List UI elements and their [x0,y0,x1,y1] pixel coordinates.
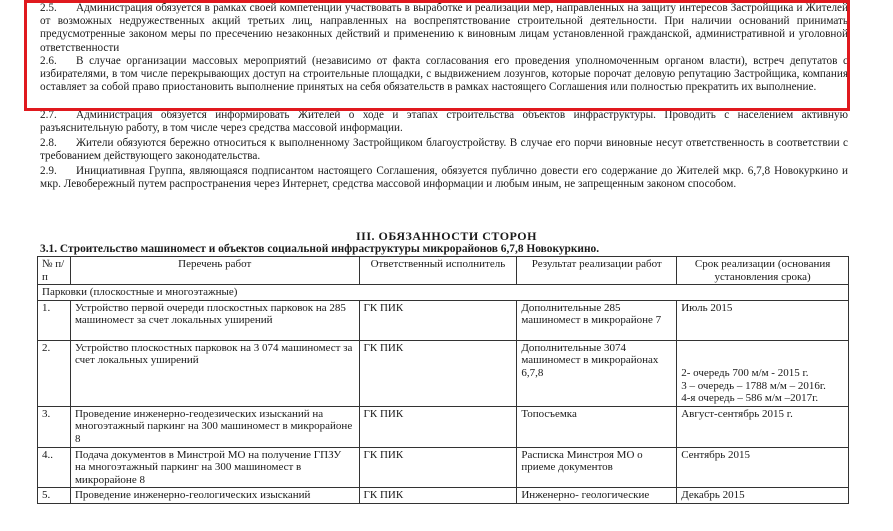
row-work: Устройство первой очереди плоскостных парковок на 285 машиномест за счет локальных уширений [70,300,359,340]
header-executor: Ответственный исполнитель [359,257,517,285]
table-row [38,406,849,447]
row-executor: ГК ПИК [359,340,517,406]
clause-number: 2.5. [40,2,57,14]
clause-text: Администрация обязуется информировать Жителей о ходе и этапах строительства объектов инфраструктуры. Проводить с населением активную разъяснительную работу, в том числе через средства массовой информации. [40,109,848,135]
row-result: Топосъемка [517,406,677,447]
table-row [38,488,849,504]
row-executor: ГК ПИК [359,406,517,447]
subsection-title: 3.1. Строительство машиномест и объектов социальной инфраструктуры микрорайонов 6,7,8 Новокуркино. [40,243,600,255]
row-num: 2. [38,340,71,406]
row-work: Проведение инженерно-геологических изысканий [70,488,359,504]
clause-number: 2.8. [40,137,57,149]
clause-number: 2.7. [40,109,57,121]
clause-2-9 [40,165,848,191]
group-label: Парковки (плоскостные и многоэтажные) [38,285,849,301]
clause-text: Жители обязуются бережно относиться к выполненному Застройщиком благоустройству. В случае его порчи виновные несут ответственность в соответствии с требованием действующего законодательства. [40,137,848,163]
header-term: Срок реализации (основания установления срока) [677,257,849,285]
header-result: Результат реализации работ [517,257,677,285]
row-term: Июль 2015 [677,300,849,340]
table-row [38,340,849,406]
row-executor: ГК ПИК [359,447,517,488]
section-title: III. ОБЯЗАННОСТИ СТОРОН [356,229,537,243]
row-executor: ГК ПИК [359,300,517,340]
clause-text: В случае организации массовых мероприятий (независимо от факта согласования его проведения уполномоченным органом власти), встреч депутатов с избирателями, в том числе перекрывающих доступ на строительные площадки, с выдвижением лозунгов, которые порочат деловую репутацию Застройщика, компания оставляет за собой право приостановить выполнение принятых на себя обязательств в рамках настоящего Соглашения или полностью прекратить их выполнение. [40,55,848,94]
row-work: Проведение инженерно-геодезических изысканий на многоэтажный паркинг на 300 машиномест в микрорайоне 8 [70,406,359,447]
row-result: Дополнительные 3074 машиномест в микрорайонах 6,7,8 [517,340,677,406]
table-group-row [38,285,849,301]
table-row [38,447,849,488]
row-executor: ГК ПИК [359,488,517,504]
row-num: 4.. [38,447,71,488]
clause-number: 2.9. [40,165,57,177]
table-header-row [38,257,849,285]
row-num: 3. [38,406,71,447]
highlight-box [24,0,850,111]
row-result: Расписка Минстроя МО о приеме документов [517,447,677,488]
row-work: Устройство плоскостных парковок на 3 074 машиномест за счет локальных уширений [70,340,359,406]
row-term: 2- очередь 700 м/м - 2015 г. 3 – очередь – 1788 м/м – 2016г. 4-я очередь – 586 м/м –2017г. [677,340,849,406]
clause-2-7 [40,109,848,135]
row-term: Декабрь 2015 [677,488,849,504]
clause-text: Администрация обязуется в рамках своей компетенции участвовать в выработке и реализации мер, направленных на защиту интересов Застройщика и Жителей от возможных недружественных акций третьих лиц, направленных на воспрепятствование строительной деятельности. При наличии оснований принимать предусмотренные законом меры по пресечению незаконных действий и применению к виновным лицам установленной гражданской, административной и уголовной ответственности [40,2,848,54]
clause-number: 2.6. [40,55,57,67]
header-work: Перечень работ [70,257,359,285]
row-num: 5. [38,488,71,504]
header-num: № п/п [38,257,71,285]
row-term: Сентябрь 2015 [677,447,849,488]
table-row [38,300,849,340]
row-result: Инженерно- геологические [517,488,677,504]
row-num: 1. [38,300,71,340]
row-work: Подача документов в Минстрой МО на получение ГПЗУ на многоэтажный паркинг на 300 машиномест в микрорайоне 8 [70,447,359,488]
works-table [37,256,849,504]
clause-2-8 [40,137,848,163]
clause-text: Инициативная Группа, являющаяся подписантом настоящего Соглашения, обязуется публично довести его содержание до Жителей мкр. 6,7,8 Новокуркино и мкр. Левобережный путем распространения через Интернет, средства массовой информации и любым иным, не запрещенным законом способом. [40,165,848,191]
row-result: Дополнительные 285 машиномест в микрорайоне 7 [517,300,677,340]
row-term: Август-сентябрь 2015 г. [677,406,849,447]
